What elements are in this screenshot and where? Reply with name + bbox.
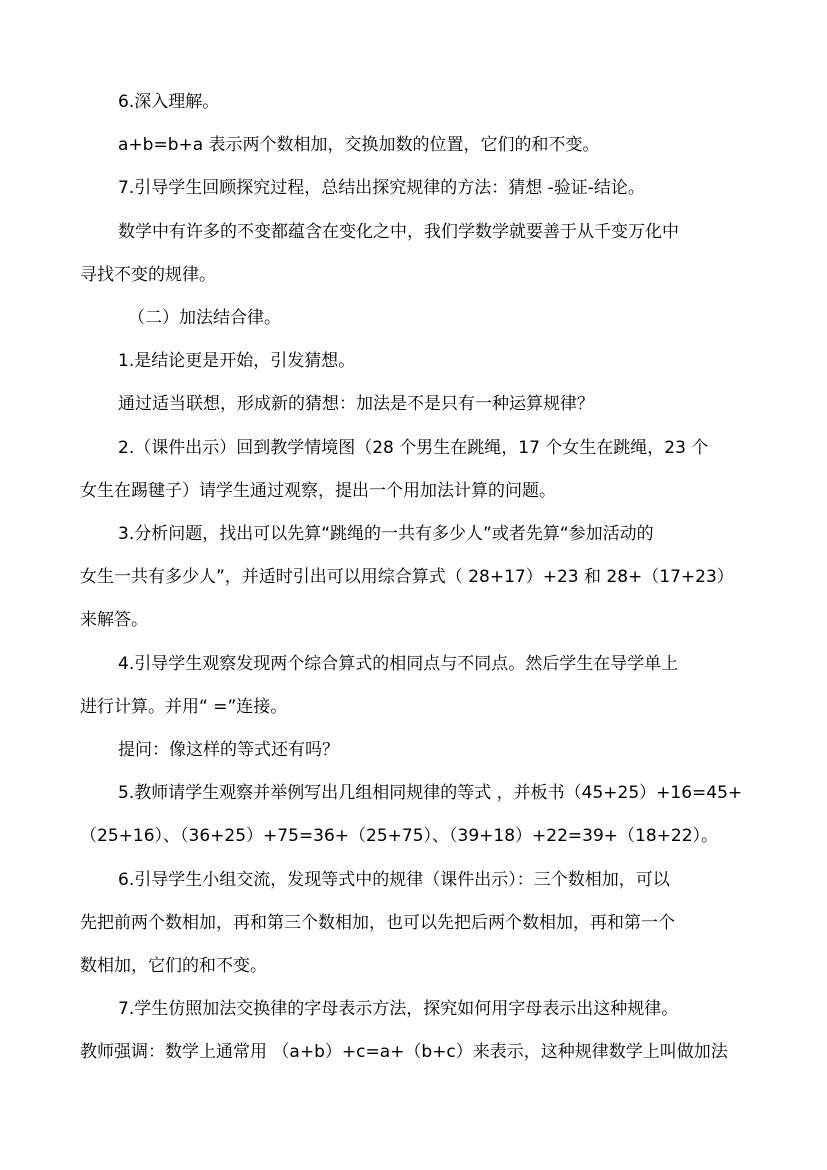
paragraph-line: 进行计算。并用“ =”连接。 (80, 697, 288, 717)
paragraph-line: 3.分析问题，找出可以先算“跳绳的一共有多少人”或者先算“参加活动的 (118, 524, 654, 544)
paragraph-line: 来解答。 (80, 610, 148, 630)
paragraph-line: 6.深入理解。 (118, 92, 220, 112)
section-heading: （二）加法结合律。 (128, 308, 281, 328)
paragraph-line: 7.引导学生回顾探究过程，总结出探究规律的方法：猜想 -验证-结论。 (118, 178, 645, 198)
paragraph-line: 通过适当联想，形成新的猜想：加法是不是只有一种运算规律？ (118, 394, 594, 414)
paragraph-line: 数相加，它们的和不变。 (80, 956, 267, 976)
paragraph-line: a+b=b+a 表示两个数相加，交换加数的位置，它们的和不变。 (118, 135, 600, 155)
paragraph-line: 寻找不变的规律。 (80, 265, 216, 285)
paragraph-line: 6.引导学生小组交流，发现等式中的规律（课件出示）：三个数相加，可以 (118, 870, 670, 890)
paragraph-line: 5.教师请学生观察并举例写出几组相同规律的等式 ，并板书（45+25）+16=45+ (118, 783, 743, 803)
paragraph-line: 先把前两个数相加，再和第三个数相加，也可以先把后两个数相加，再和第一个 (80, 913, 675, 933)
paragraph-line: 2.（课件出示）回到教学情境图（28 个男生在跳绳，17 个女生在跳绳，23 个 (118, 438, 709, 458)
paragraph-line: 女生在踢毽子）请学生通过观察，提出一个用加法计算的问题。 (80, 481, 556, 501)
paragraph-line: （25+16）、（36+25）+75=36+（25+75）、（39+18）+22=39+（18+22）。 (80, 826, 719, 846)
paragraph-line: 教师强调：数学上通常用 （a+b）+c=a+（b+c）来表示，这种规律数学上叫做加法 (80, 1042, 728, 1062)
paragraph-line: 数学中有许多的不变都蕴含在变化之中，我们学数学就要善于从千变万化中 (118, 222, 679, 242)
paragraph-line: 1.是结论更是开始，引发猜想。 (118, 351, 356, 371)
paragraph-line: 女生一共有多少人”，并适时引出可以用综合算式（ 28+17）+23 和 28+（17+23） (80, 567, 734, 587)
paragraph-line: 4.引导学生观察发现两个综合算式的相同点与不同点。然后学生在导学单上 (118, 654, 679, 674)
paragraph-line: 7.学生仿照加法交换律的字母表示方法，探究如何用字母表示出这种规律。 (118, 999, 679, 1019)
paragraph-line: 提问：像这样的等式还有吗？ (118, 740, 339, 760)
